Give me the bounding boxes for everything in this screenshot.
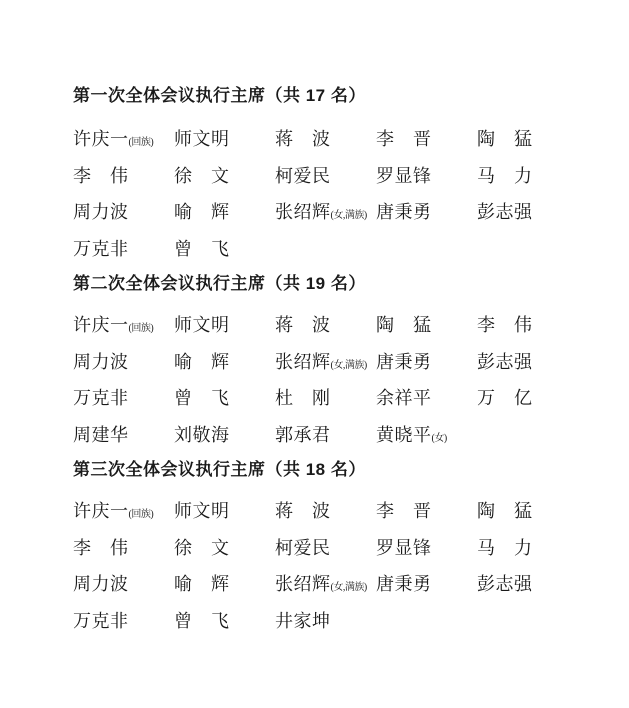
person-name: 曾 飞 [174,238,230,259]
person-name: 曾 飞 [174,388,230,408]
person-name: 蒋 波 [275,501,331,521]
person-name: 周建华 [73,424,129,445]
person-name: 李 伟 [477,315,533,335]
person-name: 曾 飞 [174,610,230,631]
name-cell [73,313,174,341]
name-cell [73,237,174,262]
person-name: 徐 文 [174,165,230,186]
person-name: 周力波 [73,202,129,222]
name-cell [376,386,477,411]
person-name: 陶 猛 [477,501,533,521]
name-cell [376,536,477,561]
name-cell [275,536,376,561]
name-row [73,423,609,460]
name-cell [376,499,477,524]
person-name: 唐秉勇 [376,574,432,594]
person-name: 蒋 波 [275,129,331,149]
person-name: 柯爱民 [275,537,331,558]
person-name: 喻 辉 [174,351,230,372]
name-cell [275,609,376,634]
person-name: 井家坤 [275,610,331,631]
ethnicity-note: (回族) [128,323,154,334]
person-name: 许庆一 [73,501,129,521]
person-name: 喻 辉 [174,202,230,222]
name-cell [376,572,477,597]
person-name: 陶 猛 [376,315,432,335]
name-row [73,164,609,201]
name-row [73,127,609,164]
person-name: 许庆一 [73,315,129,335]
person-name: 马 力 [477,165,533,186]
person-name: 彭志强 [477,574,533,594]
name-cell [275,164,376,189]
name-cell [477,200,578,225]
name-cell [477,164,578,189]
ethnicity-note: (回族) [128,137,154,148]
section-meeting-3 [73,459,609,645]
person-name: 李 伟 [73,165,129,186]
person-name: 柯爱民 [275,165,331,186]
name-cell [477,313,578,338]
person-name: 万克非 [73,388,129,408]
section-heading: 第二次全体会议执行主席（共 19 名） [73,274,366,293]
name-cell [174,164,275,189]
name-cell [376,313,477,338]
name-cell [477,572,578,597]
person-name: 彭志强 [477,202,533,222]
name-cell [376,127,477,152]
person-name: 唐秉勇 [376,351,432,372]
gender-ethnicity-note: (女,满族) [330,582,367,593]
name-row [73,536,609,573]
person-name: 周力波 [73,574,129,594]
name-row [73,386,609,423]
person-name: 许庆一 [73,129,129,149]
person-name: 李 晋 [376,129,432,149]
person-name: 师文明 [174,315,230,335]
person-name: 余祥平 [376,388,432,408]
name-cell [73,572,174,597]
name-cell [477,536,578,561]
name-cell [376,350,477,375]
person-name: 张绍辉 [275,202,331,222]
person-name: 罗显锋 [376,537,432,558]
name-cell [477,350,578,375]
name-cell [73,609,174,634]
name-cell [174,572,275,597]
person-name: 郭承君 [275,424,331,445]
name-cell [73,350,174,375]
gender-note: (女) [431,432,447,444]
name-cell [477,386,578,411]
name-cell [174,237,275,262]
name-cell [174,127,275,152]
name-cell [73,386,174,411]
person-name: 黄晓平 [376,424,432,445]
name-cell [174,386,275,411]
name-row [73,313,609,350]
person-name: 陶 猛 [477,129,533,149]
name-cell [174,350,275,375]
person-name: 周力波 [73,351,129,372]
name-cell [275,423,376,448]
gender-ethnicity-note: (女,满族) [330,359,367,371]
person-name: 彭志强 [477,351,533,372]
person-name: 蒋 波 [275,315,331,335]
person-name: 师文明 [174,129,230,149]
name-cell [174,499,275,524]
name-cell [376,200,477,225]
name-cell [477,127,578,152]
person-name: 张绍辉 [275,351,331,372]
person-name: 杜 刚 [275,388,331,408]
name-cell [275,350,376,378]
section-meeting-1 [73,85,609,273]
name-cell [73,127,174,155]
name-cell [174,200,275,225]
name-cell [73,164,174,189]
person-name: 刘敬海 [174,424,230,445]
name-cell [73,499,174,527]
person-name: 万 亿 [477,388,533,408]
section-heading: 第一次全体会议执行主席（共 17 名） [73,86,366,105]
name-row [73,609,609,646]
person-name: 张绍辉 [275,574,331,594]
name-cell [73,536,174,561]
name-row [73,200,609,237]
name-cell [174,609,275,634]
person-name: 罗显锋 [376,165,432,186]
person-name: 万克非 [73,238,129,259]
name-row [73,499,609,536]
name-cell [275,386,376,411]
section-meeting-2 [73,273,609,459]
name-cell [477,499,578,524]
name-cell [376,164,477,189]
person-name: 师文明 [174,501,230,521]
name-cell [275,127,376,152]
person-name: 李 伟 [73,537,129,558]
name-cell [174,423,275,448]
name-cell [174,313,275,338]
name-row [73,572,609,609]
person-name: 唐秉勇 [376,202,432,222]
section-heading: 第三次全体会议执行主席（共 18 名） [73,460,366,479]
ethnicity-note: (回族) [128,509,154,520]
name-cell [275,499,376,524]
name-cell [73,200,174,225]
person-name: 马 力 [477,537,533,558]
name-cell [275,200,376,228]
name-cell [174,536,275,561]
name-row [73,237,609,274]
name-cell [73,423,174,448]
person-name: 徐 文 [174,537,230,558]
name-cell [275,313,376,338]
person-name: 李 晋 [376,501,432,521]
name-cell [376,423,477,451]
person-name: 喻 辉 [174,574,230,594]
gender-ethnicity-note: (女,满族) [330,210,367,221]
name-cell [275,572,376,600]
name-row [73,350,609,387]
person-name: 万克非 [73,610,129,631]
